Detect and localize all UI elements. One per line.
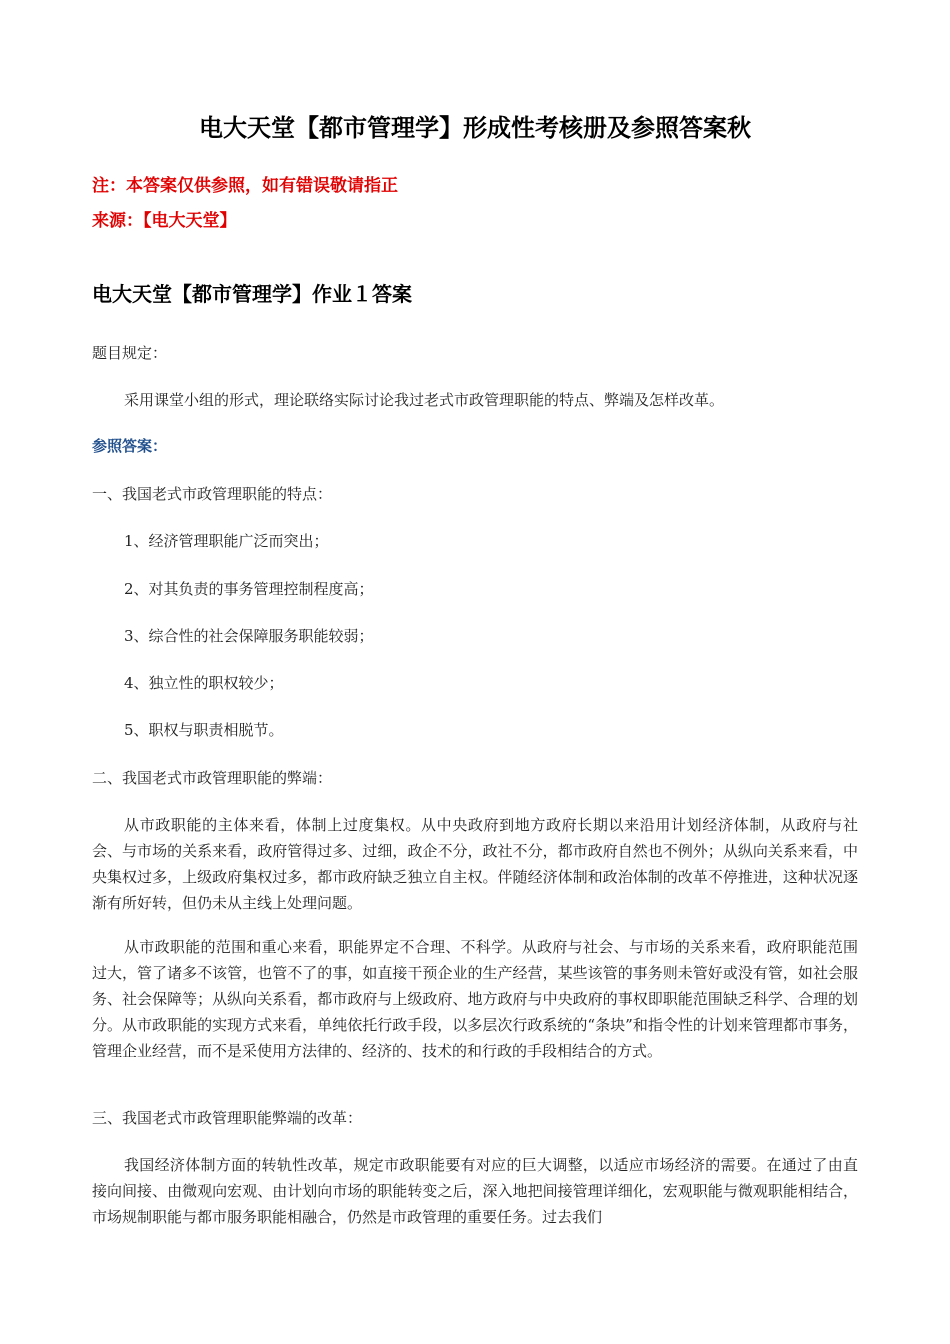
part3-heading: 三、我国老式市政管理职能弊端的改革：: [92, 1109, 363, 1127]
document-title: 电大天堂【都市管理学】形成性考核册及参照答案秋: [199, 114, 751, 142]
question-label: 题目规定：: [92, 344, 168, 362]
list-item: 4、独立性的职权较少；: [124, 674, 284, 692]
answer-label: 参照答案：: [92, 437, 168, 455]
list-item: 2、对其负责的事务管理控制程度高；: [124, 580, 374, 598]
part1-heading: 一、我国老式市政管理职能的特点：: [92, 485, 333, 503]
part2-paragraph: 从市政职能的范围和重心来看，职能界定不合理、不科学。从政府与社会、与市场的关系来看，政府职能范围过大，管了诸多不该管，也管不了的事，如直接干预企业的生产经营，某些该管的事务则未管好或没有管，如社会服务、社会保障等；从纵向关系看，都市政府与上级政府、地方政府与中央政府的事权即职能范围缺乏科学、合理的划分。从市政职能的实现方式来看，单纯依托行政手段，以多层次行政系统的“条块”和指令性的计划来管理都市事务，管理企业经营，而不是采使用方法律的、经济的、技术的和行政的手段相结合的方式。: [92, 938, 858, 1060]
section-title: 电大天堂【都市管理学】作业１答案: [92, 282, 412, 306]
part2-heading: 二、我国老式市政管理职能的弊端：: [92, 769, 333, 787]
source-note: 来源：【电大天堂】: [92, 211, 237, 231]
part3-paragraph: 我国经济体制方面的转轨性改革，规定市政职能要有对应的巨大调整，以适应市场经济的需要。在通过了由直接向间接、由微观向宏观、由计划向市场的职能转变之后，深入地把间接管理详细化，宏观职能与微观职能相结合，市场规制职能与都市服务职能相融合，仍然是市政管理的重要任务。过去我们: [92, 1156, 858, 1226]
disclaimer-note: 注：本答案仅供参照，如有错误敬请指正: [92, 176, 398, 196]
part2-paragraph: 从市政职能的主体来看，体制上过度集权。从中央政府到地方政府长期以来沿用计划经济体制，从政府与社会、与市场的关系来看，政府管得过多、过细，政企不分，政社不分，都市政府自然也不例外；从纵向关系来看，中央集权过多，上级政府集权过多，都市政府缺乏独立自主权。伴随经济体制和政治体制的改革不停推进，这种状况逐渐有所好转，但仍未从主线上处理问题。: [92, 816, 858, 912]
list-item: 5、职权与职责相脱节。: [124, 721, 284, 739]
question-text: 采用课堂小组的形式，理论联络实际讨论我过老式市政管理职能的特点、弊端及怎样改革。: [124, 391, 725, 409]
list-item: 1、经济管理职能广泛而突出；: [124, 532, 329, 550]
list-item: 3、综合性的社会保障服务职能较弱；: [124, 627, 374, 645]
